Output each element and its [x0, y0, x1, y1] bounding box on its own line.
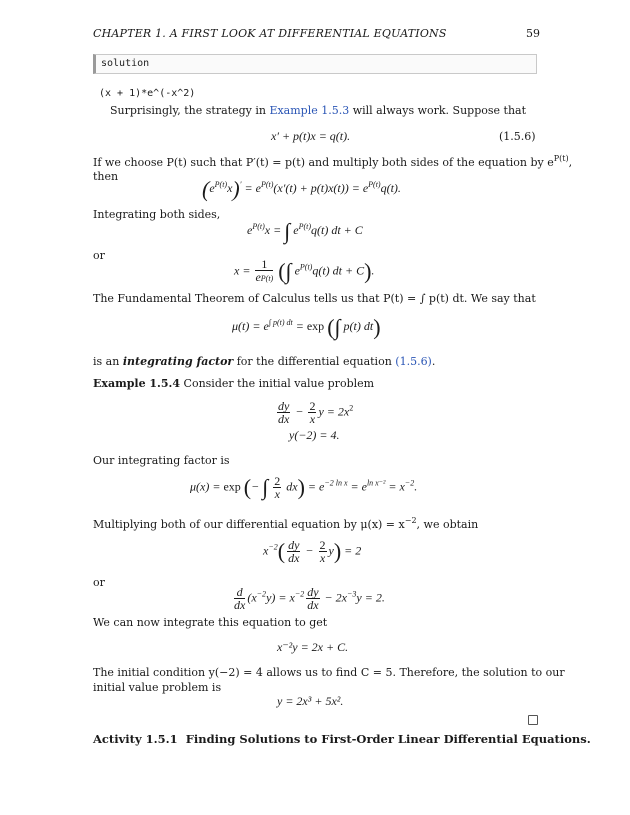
- example-text: Consider the initial value problem: [180, 377, 375, 390]
- activity-label: Activity 1.5.1: [93, 732, 178, 746]
- if-text-mid: for the differential equation: [233, 355, 396, 368]
- example-heading: [93, 377, 374, 390]
- equation-link[interactable]: (1.5.6): [395, 355, 432, 368]
- activity-heading: [93, 732, 591, 746]
- equation-mu: $\mu(t) = e^{\int p(t) dt} = \exp$ (∫ p(t) dt): [232, 314, 381, 340]
- paragraph-intro: [110, 104, 526, 117]
- equation-ivp-condition: y(−2) = 4.: [289, 428, 340, 442]
- intro-text-end: will always work. Suppose that: [349, 104, 527, 117]
- choose-p-text: If we choose P(t) such that P′(t) = p(t) and multiply both sides of the equation by e: [93, 156, 554, 169]
- word-or-2: or: [93, 576, 105, 589]
- code-output: (x + 1)*e^(-x^2): [99, 88, 196, 99]
- paragraph-integrating-factor: [93, 355, 435, 368]
- multiplying-text-end: , we obtain: [416, 518, 479, 531]
- paragraph-initial-condition-2: initial value problem is: [93, 681, 222, 694]
- paragraph-multiplying: [93, 516, 478, 531]
- chapter-header: CHAPTER 1. A FIRST LOOK AT DIFFERENTIAL EQUATIONS: [93, 27, 447, 40]
- paragraph-initial-condition-1: The initial condition y(−2) = 4 allows us to find C = 5. Therefore, the solution to our: [93, 666, 565, 679]
- end-of-example-icon: [528, 715, 538, 725]
- equation-multiplied: $x^{-2}$( $\frac{dy}{dx}$ − $\frac{2}{x}$ y) = 2: [263, 538, 362, 565]
- multiplying-exponent: −2: [404, 516, 417, 525]
- equation-after-integration: x⁻²y = 2x + C.: [277, 640, 349, 654]
- equation-integrated: $e^{P(t)}x$ = ∫ $e^{P(t)}q(t)$ dt + C: [247, 218, 363, 244]
- code-cell-label: solution: [101, 58, 150, 69]
- page-number: 59: [526, 27, 540, 40]
- example-label: Example 1.5.4: [93, 377, 181, 390]
- choose-p-comma: ,: [568, 156, 573, 169]
- intro-text: Surprisingly, the strategy in: [110, 104, 270, 117]
- equation-solve-x: x = $\frac{1}{eP(t)}$ (∫ $e^{P(t)}q(t)$ dt + C).: [234, 257, 375, 284]
- equation-linear-ode: x′ + p(t)x = q(t).: [271, 129, 351, 143]
- equation-number: (1.5.6): [499, 130, 536, 143]
- equation-product-rule: $(e^{P(t)}x)' = e^{P(t)}(x'(t) + p(t)x(t)) = e^{P(t)}q(t)$.: [202, 176, 401, 202]
- paragraph-our-factor: Our integrating factor is: [93, 454, 230, 467]
- equation-mu-x: μ(x) = exp (− ∫ $\frac{2}{x}$ $dx) = e^{-2 ln x} = e^{ln x^{-2}} = x^{-2}$.: [190, 474, 418, 501]
- word-or-1: or: [93, 249, 105, 262]
- if-text-end: .: [431, 355, 436, 368]
- paragraph-then: then: [93, 170, 119, 183]
- paragraph-choose-p: [93, 154, 572, 169]
- if-text-pre: is an: [93, 355, 123, 368]
- equation-derivative-form: $\frac{d}{dx}$ $(x^{-2}y) = x^{-2}$ $\frac{dy}{dx}$ − $2x^{-3}y = 2$.: [234, 585, 385, 612]
- paragraph-ftc: The Fundamental Theorem of Calculus tells us that P(t) = ∫ p(t) dt. We say that: [93, 292, 536, 305]
- equation-solution: y = 2x³ + 5x².: [277, 694, 344, 708]
- code-cell[interactable]: [93, 54, 537, 74]
- multiplying-text: Multiplying both of our differential equation by μ(x) = x: [93, 518, 405, 531]
- term-integrating-factor: integrating factor: [122, 355, 234, 368]
- activity-title: Finding Solutions to First-Order Linear Differential Equations.: [185, 732, 591, 746]
- paragraph-integrate: We can now integrate this equation to get: [93, 616, 328, 629]
- equation-ivp-ode: $\frac{dy}{dx}$ − $\frac{2}{x}$ $y = 2x^2$: [278, 399, 354, 426]
- choose-p-exponent: P(t): [553, 154, 569, 163]
- paragraph-integrating: Integrating both sides,: [93, 208, 221, 221]
- example-link[interactable]: Example 1.5.3: [269, 104, 350, 117]
